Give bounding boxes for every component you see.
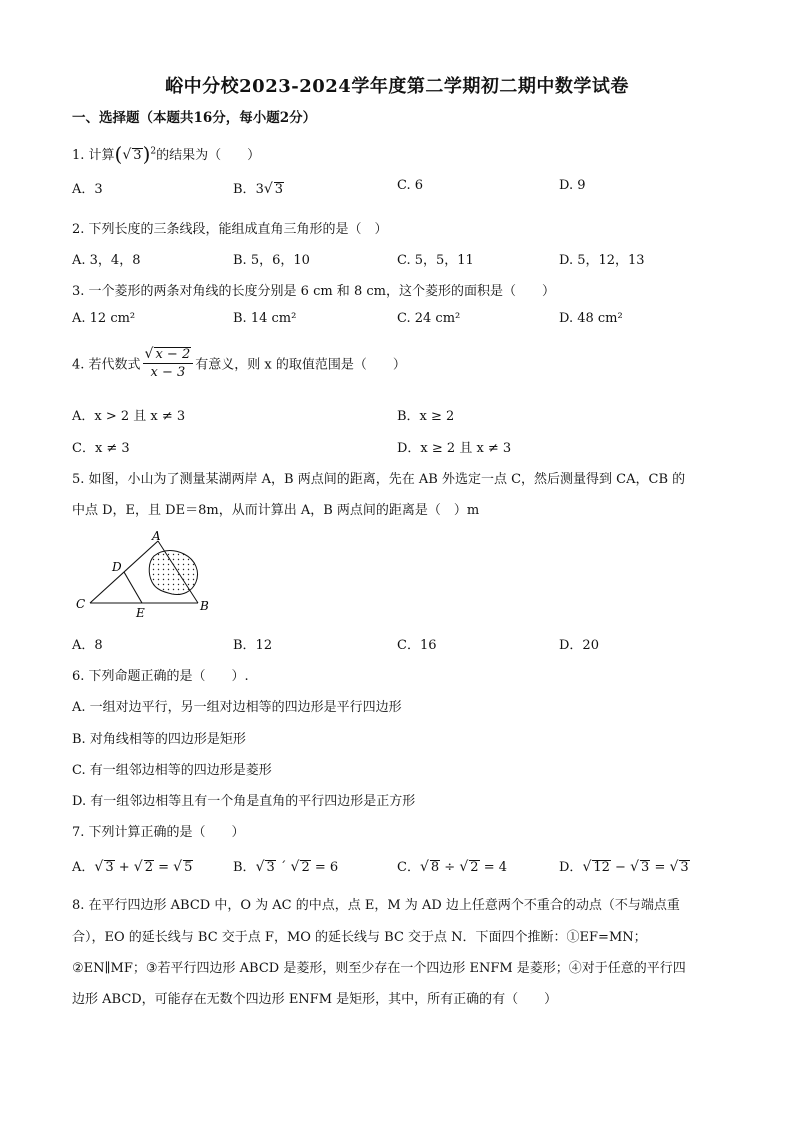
q3-option-c[interactable]: C. 24 cm² (397, 311, 461, 326)
q4-numerator (143, 346, 194, 364)
q7-option-a[interactable] (72, 856, 193, 875)
radicand: 3 (105, 860, 114, 875)
label-e: E (136, 606, 145, 620)
question-8-line-4: 边形 ABCD，可能存在无数个四边形 ENFM 是矩形，其中，所有正确的有（ ） (72, 992, 558, 1007)
equals: = (158, 860, 170, 875)
label-d: D (112, 560, 122, 574)
q7-option-c[interactable] (397, 856, 507, 875)
q4-option-b[interactable]: B．x ≥ 2 (397, 409, 455, 424)
segment-de (124, 572, 142, 603)
operator: ´ (279, 860, 287, 875)
result: = 4 (483, 860, 507, 875)
q5-options (72, 634, 722, 654)
q5-option-b[interactable]: B．12 (233, 638, 273, 653)
question-5-line-2: 中点 D，E，且 DE＝8m，从而计算出 A，B 两点间的距离是（ ）m (72, 503, 480, 518)
sqrt-sign: √ (122, 147, 132, 163)
q7-option-b[interactable] (233, 856, 338, 875)
q3-options (72, 311, 722, 331)
q5-option-a[interactable]: A．8 (72, 638, 103, 653)
q4-option-a[interactable]: A．x > 2 且 x ≠ 3 (72, 409, 186, 424)
q1-option-b-radicand: 3 (274, 182, 284, 197)
radicand: 2 (301, 860, 310, 875)
paren-open: ( (114, 142, 123, 166)
q7-option-c-label: C． (397, 860, 420, 875)
q1-options (72, 178, 722, 198)
q7-option-d-label: D． (559, 860, 583, 875)
q1-exponent: 2 (150, 146, 157, 157)
question-1 (72, 142, 260, 166)
q4-options-row1 (72, 405, 722, 425)
q4-options-row2 (72, 437, 722, 457)
question-4 (72, 346, 406, 380)
sqrt-sign: √ (133, 859, 143, 875)
radicand: 8 (430, 860, 440, 875)
sqrt-sign: √ (582, 859, 592, 875)
radicand: 2 (470, 860, 479, 875)
label-a: A (152, 529, 161, 543)
question-8-line-2: 合），EO 的延长线与 BC 交于点 F，MO 的延长线与 BC 交于点 N．下面四个推断：①EF=MN； (72, 930, 647, 945)
q4-numerator-radicand: x − 2 (155, 347, 191, 362)
q3-option-b[interactable]: B. 14 cm² (233, 311, 297, 326)
q1-suffix: 的结果为（ ） (156, 148, 261, 163)
q1-option-c[interactable]: C. 6 (397, 178, 424, 193)
question-8-line-1: 8. 在平行四边形 ABCD 中，O 为 AC 的中点，点 E，M 为 AD 边上任意两个不重合的动点（不与端点重 (72, 898, 680, 913)
operator: + (118, 860, 130, 875)
q4-denominator: x − 3 (150, 365, 186, 380)
label-b: B (200, 599, 209, 613)
question-8-line-3: ②EN∥MF；③若平行四边形 ABCD 是菱形，则至少存在一个四边形 ENFM 是菱形；④对于任意的平行四 (72, 961, 686, 976)
radicand: 3 (680, 860, 689, 875)
q1-option-b-coef: 3 (255, 182, 264, 197)
q2-options (72, 249, 722, 269)
q4-prefix: 4. 若代数式 (72, 357, 141, 373)
section-heading: 一、选择题（本题共16分，每小题2分） (72, 110, 317, 126)
lake-triangle-diagram (72, 528, 222, 620)
sqrt-sign: √ (290, 859, 300, 875)
radicand: 2 (144, 860, 153, 875)
question-3: 3. 一个菱形的两条对角线的长度分别是 6 cm 和 8 cm，这个菱形的面积是（ ） (72, 284, 555, 299)
question-2: 2. 下列长度的三条线段，能组成直角三角形的是（ ） (72, 222, 388, 237)
q1-prefix: 1. 计算 (72, 148, 115, 163)
question-7: 7. 下列计算正确的是（ ） (72, 825, 245, 840)
lake-shape (149, 551, 197, 595)
sqrt-sign: √ (459, 859, 469, 875)
radicand: 3 (266, 860, 275, 875)
q1-option-b-label: B． (233, 182, 256, 197)
q4-suffix: 有意义，则 x 的取值范围是（ ） (195, 357, 406, 373)
sqrt-sign: √ (669, 859, 679, 875)
q6-option-d[interactable]: D. 有一组邻边相等且有一个角是直角的平行四边形是正方形 (72, 794, 416, 809)
q5-option-c[interactable]: C．16 (397, 638, 437, 653)
q5-option-d[interactable]: D．20 (559, 638, 599, 653)
sqrt-sign: √ (630, 859, 640, 875)
result: = 6 (314, 860, 339, 875)
sqrt-sign: √ (419, 859, 429, 875)
q2-option-b[interactable]: B. 5，6，10 (233, 253, 310, 268)
sqrt-sign: √ (144, 346, 154, 362)
sqrt-sign: √ (255, 859, 265, 875)
q2-option-a[interactable]: A. 3，4，8 (72, 253, 141, 268)
label-c: C (76, 597, 86, 611)
q6-option-c[interactable]: C. 有一组邻边相等的四边形是菱形 (72, 763, 272, 778)
question-5-line-1: 5. 如图，小山为了测量某湖两岸 A，B 两点间的距离，先在 AB 外选定一点 C，然后测量得到 CA，CB 的 (72, 472, 686, 487)
q7-option-b-label: B． (233, 860, 256, 875)
question-6: 6. 下列命题正确的是（ ）. (72, 669, 249, 684)
q3-option-a[interactable]: A. 12 cm² (72, 311, 136, 326)
q4-option-c[interactable]: C．x ≠ 3 (72, 441, 130, 456)
q2-option-c[interactable]: C. 5，5，11 (397, 253, 474, 268)
q1-option-d[interactable]: D. 9 (559, 178, 586, 193)
q7-option-d[interactable] (559, 856, 690, 875)
q7-options (72, 856, 722, 876)
q6-option-a[interactable]: A. 一组对边平行，另一组对边相等的四边形是平行四边形 (72, 700, 402, 715)
q1-option-b[interactable] (233, 178, 284, 197)
q3-option-d[interactable]: D. 48 cm² (559, 311, 623, 326)
q4-option-d[interactable]: D．x ≥ 2 且 x ≠ 3 (397, 441, 512, 456)
sqrt-sign: √ (263, 181, 273, 197)
q1-radicand: 3 (133, 148, 142, 163)
paren-close: ) (142, 142, 151, 166)
q2-option-d[interactable]: D. 5，12，13 (559, 253, 645, 268)
q1-option-a[interactable]: A．3 (72, 182, 103, 197)
q6-option-b[interactable]: B. 对角线相等的四边形是矩形 (72, 732, 246, 747)
radicand: 12 (593, 860, 610, 875)
radicand: 3 (641, 860, 650, 875)
q4-fraction (143, 346, 194, 380)
radicand: 5 (184, 860, 193, 875)
equals: = (654, 860, 666, 875)
q7-option-a-label: A． (72, 860, 95, 875)
operator: ÷ (444, 860, 456, 875)
operator: − (615, 860, 626, 875)
sqrt-sign: √ (94, 859, 104, 875)
sqrt-sign: √ (173, 859, 183, 875)
page-title: 峪中分校2023-2024学年度第二学期初二期中数学试卷 (165, 76, 629, 97)
